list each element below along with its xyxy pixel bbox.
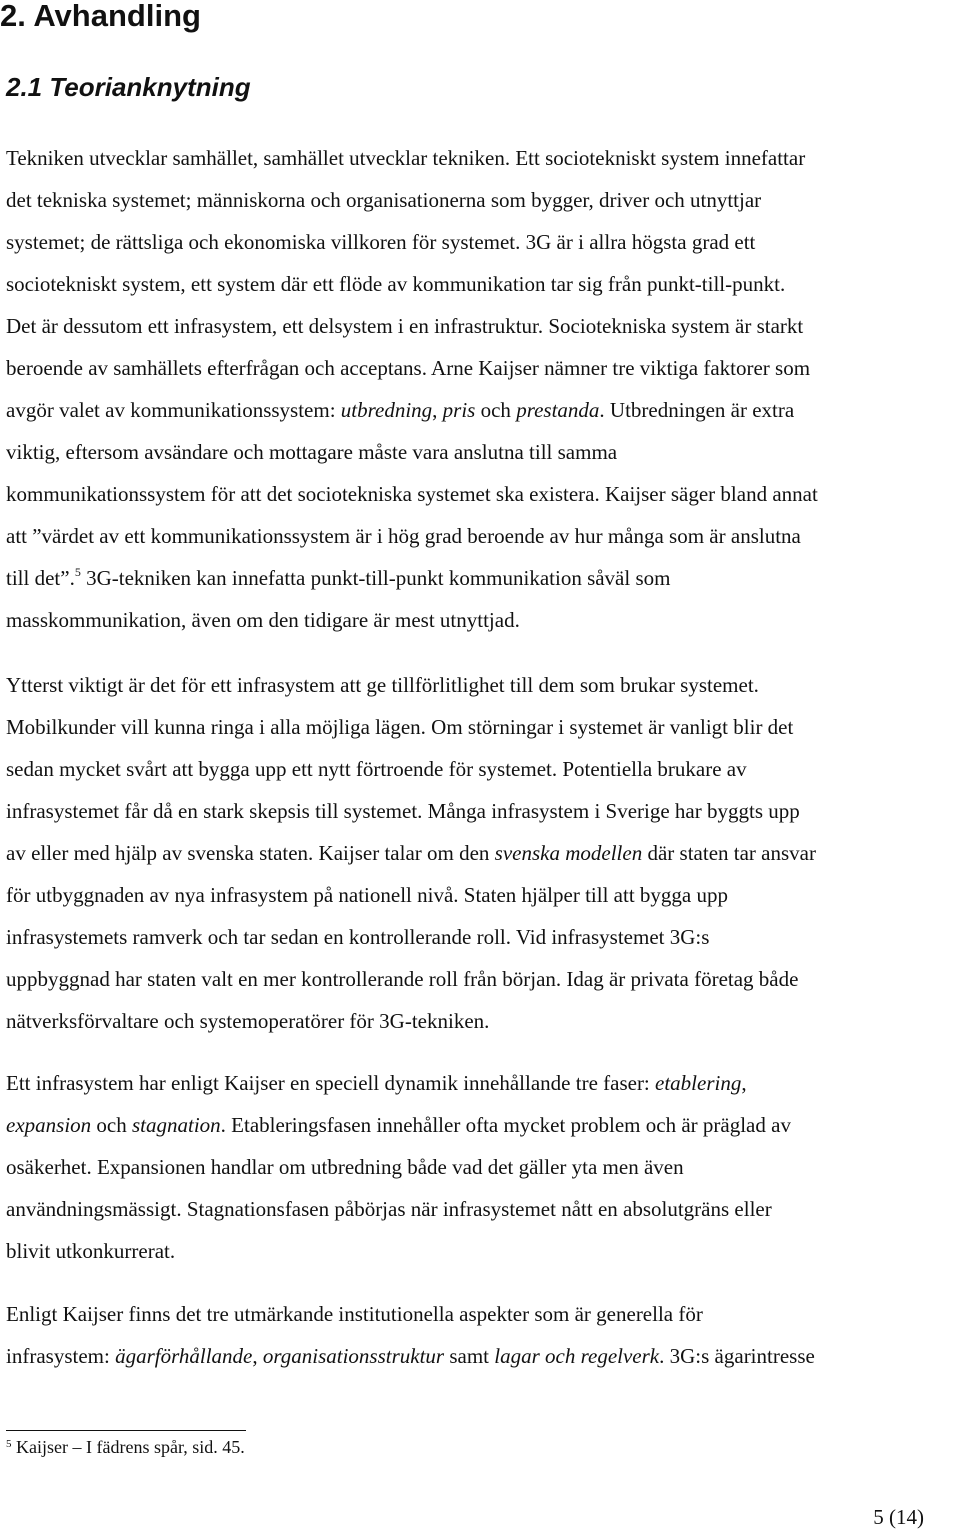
section-heading: 2.1 Teorianknytning xyxy=(6,72,251,102)
text-run: 3G-tekniken kan innefatta punkt-till-punkt kommunikation såväl som xyxy=(80,566,671,590)
text-run: infrasystemet får då en stark skepsis till systemet. Många infrasystem i Sverige har byggts upp xyxy=(6,799,800,823)
footnote-reference: 5 xyxy=(74,565,81,579)
text-run: osäkerhet. Expansionen handlar om utbredning både vad det gäller yta men även xyxy=(6,1155,684,1179)
text-run: Tekniken utvecklar samhället, samhället utvecklar tekniken. Ett sociotekniskt system innefattar xyxy=(6,146,806,170)
text-run: beroende av samhällets efterfrågan och acceptans. Arne Kaijser nämner tre viktiga faktorer som xyxy=(6,356,811,380)
text-line xyxy=(6,566,670,590)
text-run: blivit utkonkurrerat. xyxy=(6,1239,176,1263)
emphasized-term: lagar och regelverk xyxy=(494,1344,660,1368)
text-run: Enligt Kaijser finns det tre utmärkande institutionella aspekter som är generella för xyxy=(6,1302,703,1326)
text-line xyxy=(6,1239,175,1263)
text-run: Det är dessutom ett infrasystem, ett delsystem i en infrastruktur. Sociotekniska system är starkt xyxy=(6,314,804,338)
emphasized-term: svenska modellen xyxy=(494,841,643,865)
text-line xyxy=(6,925,709,949)
emphasized-term: pris xyxy=(442,398,476,422)
text-run: Ytterst viktigt är det för ett infrasystem att ge tillförlitlighet till dem som brukar systemet. xyxy=(6,673,759,697)
text-run: avgör valet av kommunikationssystem: xyxy=(6,398,341,422)
text-run: och xyxy=(475,398,517,422)
emphasized-term: etablering xyxy=(655,1071,742,1095)
text-line xyxy=(6,1071,747,1095)
emphasized-term: stagnation xyxy=(131,1113,221,1137)
emphasized-term: organisationsstruktur xyxy=(262,1344,445,1368)
text-run: infrasystem: xyxy=(6,1344,116,1368)
text-line xyxy=(6,757,747,781)
chapter-heading: 2. Avhandling xyxy=(0,0,201,33)
text-run: där staten tar ansvar xyxy=(642,841,816,865)
footnote-divider xyxy=(6,1430,246,1431)
text-line xyxy=(6,967,798,991)
text-line xyxy=(6,314,803,338)
emphasized-term: ägarförhållande xyxy=(115,1344,253,1368)
text-run: och xyxy=(91,1113,132,1137)
text-run: det tekniska systemet; människorna och organisationerna som bygger, driver och utnyttjar xyxy=(6,188,762,212)
text-line xyxy=(6,398,794,422)
emphasized-term: expansion xyxy=(6,1113,92,1137)
emphasized-term: utbredning xyxy=(340,398,433,422)
text-run: masskommunikation, även om den tidigare är mest utnyttjad. xyxy=(6,608,520,632)
text-line xyxy=(6,230,755,254)
text-line xyxy=(6,440,617,464)
text-line xyxy=(6,1113,791,1137)
text-run: samt xyxy=(444,1344,495,1368)
footnote-number: 5 xyxy=(6,1438,12,1450)
text-run: viktig, eftersom avsändare och mottagare måste vara anslutna till samma xyxy=(6,440,618,464)
text-line xyxy=(6,1197,772,1221)
text-run: nätverksförvaltare och systemoperatörer för 3G-tekniken. xyxy=(6,1009,490,1033)
text-run: infrasystemets ramverk och tar sedan en kontrollerande roll. Vid infrasystemet 3G:s xyxy=(6,925,710,949)
text-line xyxy=(6,799,800,823)
text-run: Ett infrasystem har enligt Kaijser en speciell dynamik innehållande tre faser: xyxy=(6,1071,656,1095)
text-run: uppbyggnad har staten valt en mer kontrollerande roll från början. Idag är privata företag både xyxy=(6,967,799,991)
text-run: systemet; de rättsliga och ekonomiska villkoren för systemet. 3G är i allra högsta grad ett xyxy=(6,230,756,254)
footnote-text: Kaijser – I fädrens spår, sid. 45. xyxy=(11,1437,245,1457)
text-run: . 3G:s ägarintresse xyxy=(659,1344,815,1368)
text-run: , xyxy=(741,1071,747,1095)
emphasized-term: prestanda xyxy=(516,398,600,422)
text-line xyxy=(6,356,810,380)
text-run: , xyxy=(432,398,443,422)
text-line xyxy=(6,146,805,170)
text-run: , xyxy=(252,1344,263,1368)
text-run: kommunikationssystem för att det sociotekniska systemet ska existera. Kaijser säger bland annat xyxy=(6,482,818,506)
text-run: att ”värdet av ett kommunikationssystem är i hög grad beroende av hur många som är anslutna xyxy=(6,524,801,548)
text-line xyxy=(6,673,759,697)
text-run: till det”. xyxy=(6,566,75,590)
text-run: för utbyggnaden av nya infrasystem på nationell nivå. Staten hjälper till att bygga upp xyxy=(6,883,728,907)
text-run: Mobilkunder vill kunna ringa i alla möjliga lägen. Om störningar i systemet är vanligt blir det xyxy=(6,715,794,739)
text-run: . Etableringsfasen innehåller ofta mycket problem och är präglad av xyxy=(220,1113,791,1137)
text-line xyxy=(6,482,818,506)
text-line xyxy=(6,524,801,548)
text-line xyxy=(6,188,761,212)
text-line xyxy=(6,272,785,296)
text-run: sedan mycket svårt att bygga upp ett nytt förtroende för systemet. Potentiella brukare av xyxy=(6,757,747,781)
text-line xyxy=(6,883,728,907)
text-line xyxy=(6,841,816,865)
text-line xyxy=(6,608,520,632)
text-run: av eller med hjälp av svenska staten. Kaijser talar om den xyxy=(6,841,495,865)
text-line xyxy=(6,1344,815,1368)
text-run: . Utbredningen är extra xyxy=(599,398,795,422)
page-number: 5 (14) xyxy=(873,1505,924,1529)
footnote xyxy=(6,1436,245,1458)
text-line xyxy=(6,1302,703,1326)
text-line xyxy=(6,715,793,739)
text-line xyxy=(6,1009,489,1033)
text-run: användningsmässigt. Stagnationsfasen påbörjas när infrasystemet nått en absolutgräns eller xyxy=(6,1197,772,1221)
text-line xyxy=(6,1155,684,1179)
text-run: sociotekniskt system, ett system där ett flöde av kommunikation tar sig från punkt-till-punkt. xyxy=(6,272,786,296)
